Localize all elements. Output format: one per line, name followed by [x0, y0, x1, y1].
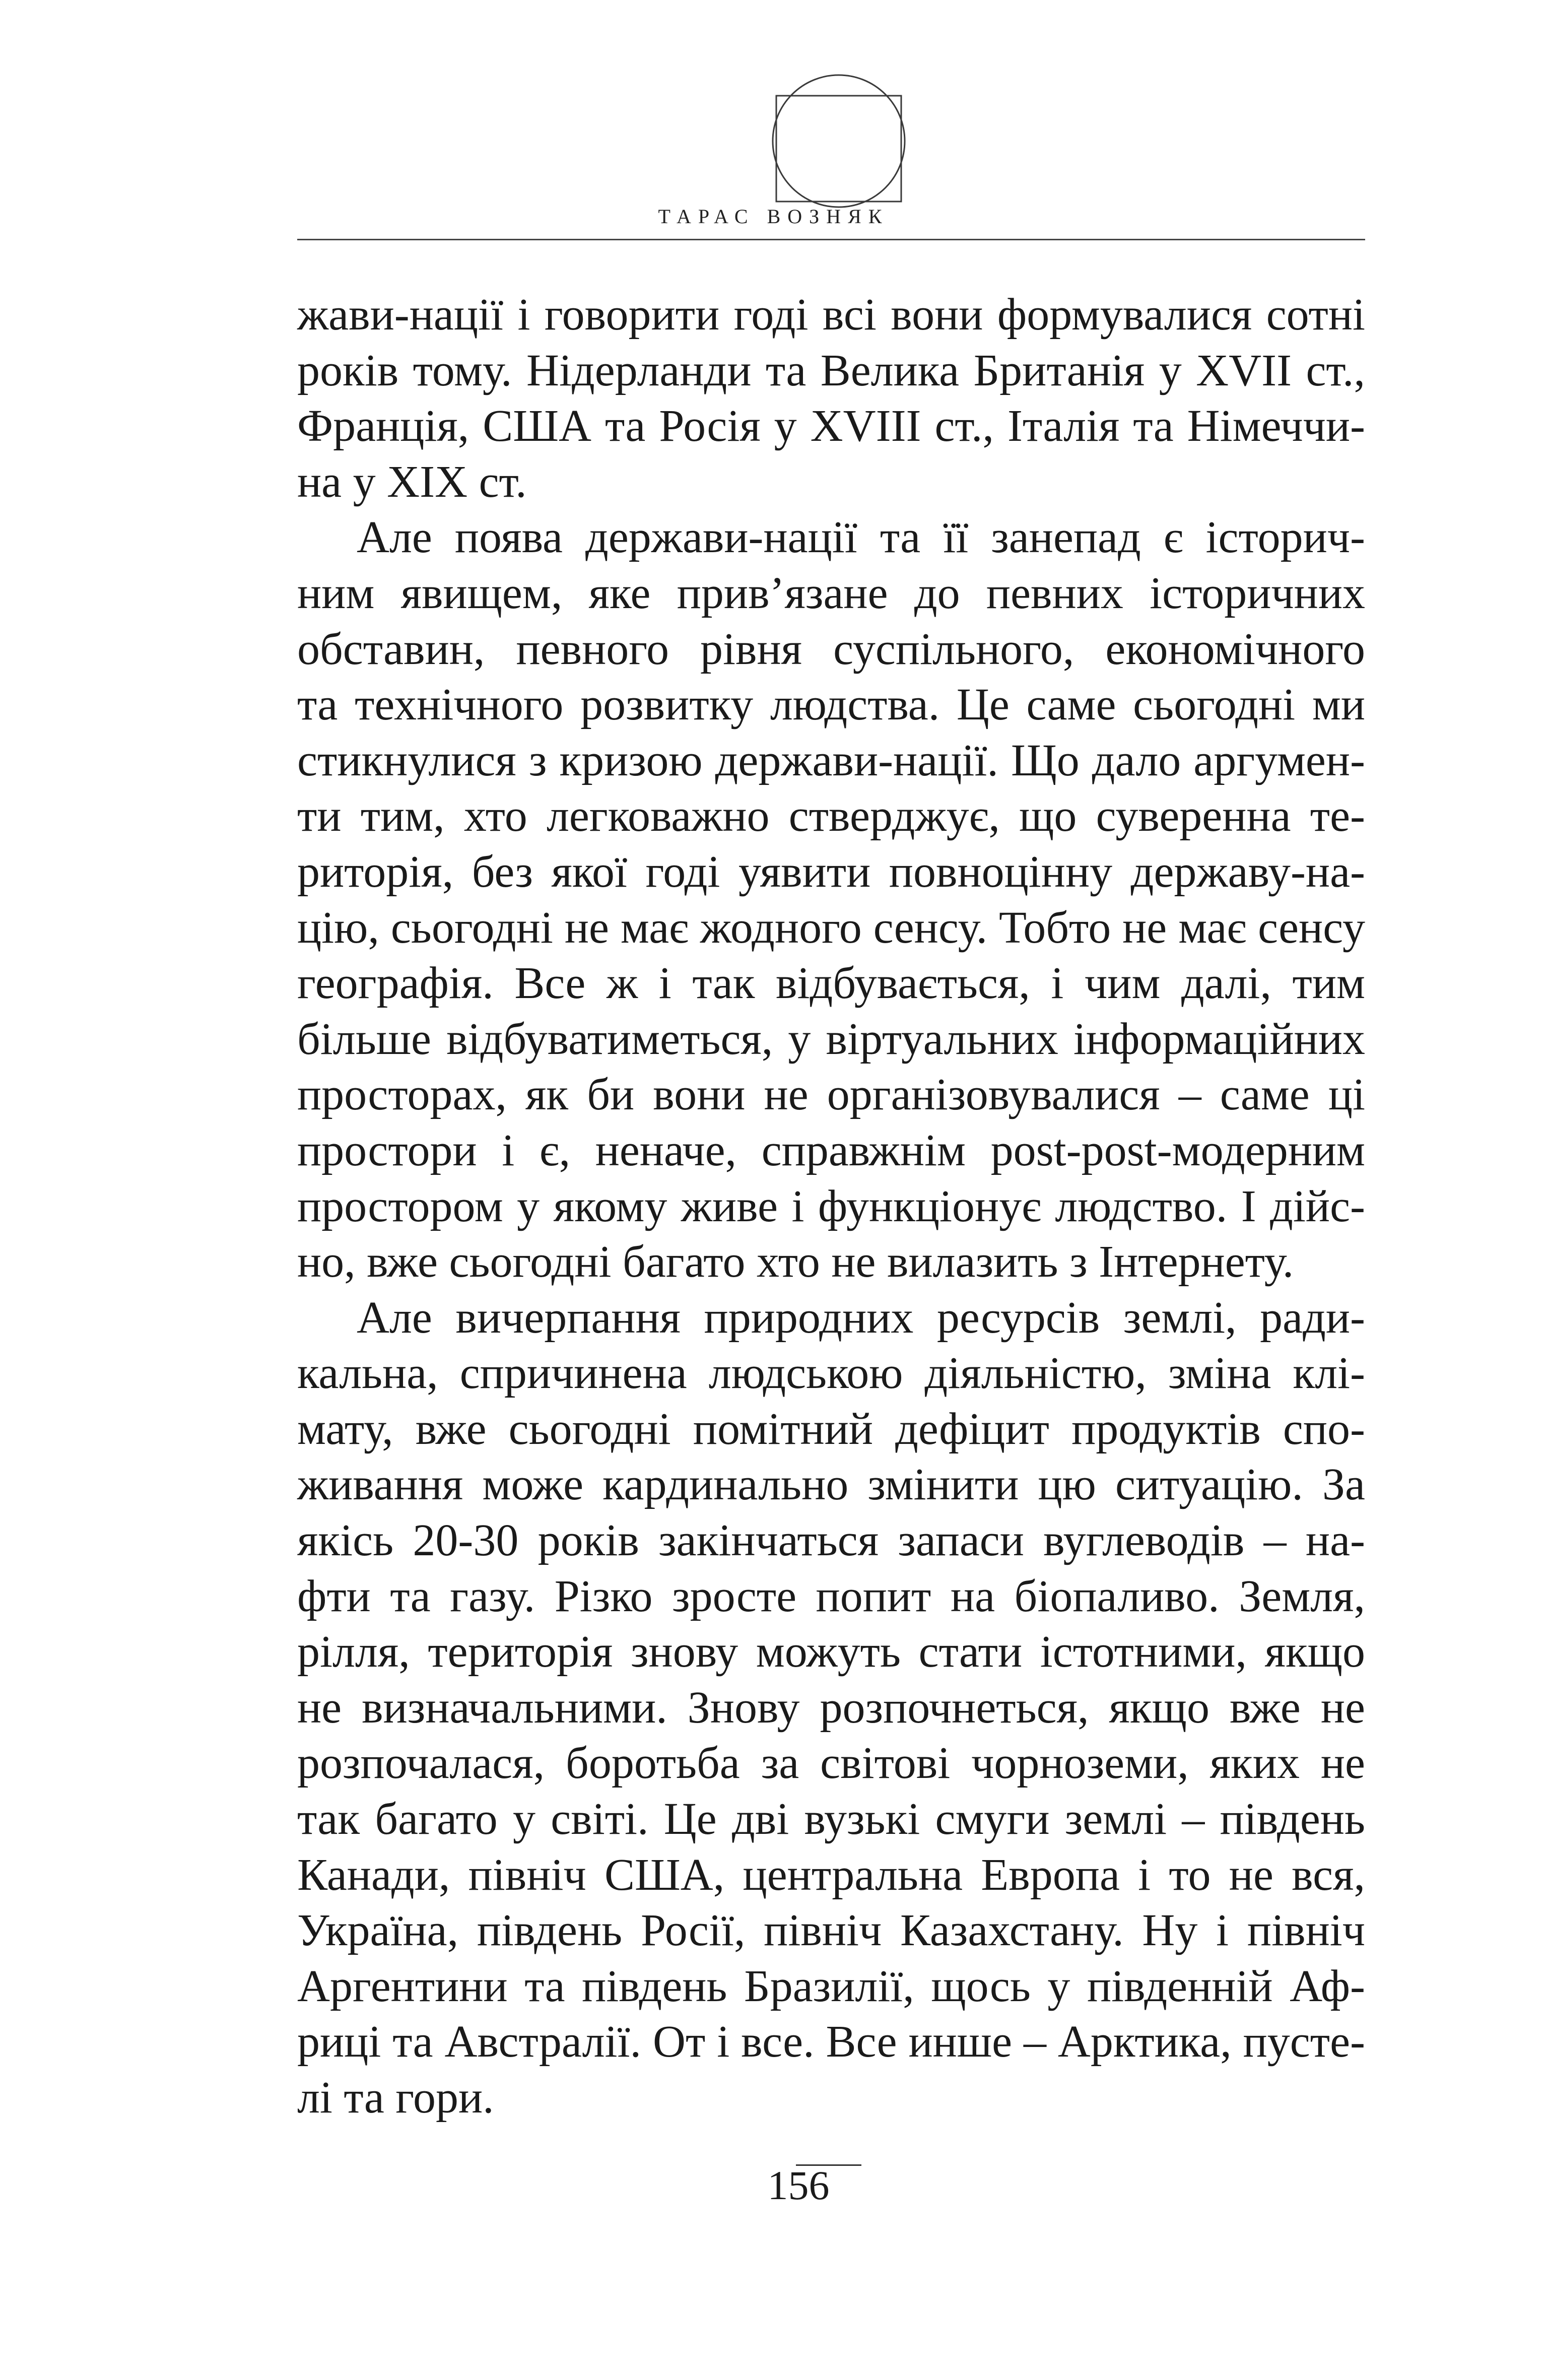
text-line: більше відбуватиметься, у віртуальних інформаційних — [297, 1014, 1365, 1064]
text-line: Канади, північ США, центральна Европа і то не вся, — [297, 1849, 1365, 1900]
text-line: живання може кардинально змінити цю ситуацію. За — [297, 1460, 1365, 1510]
text-line: простори і є, неначе, справжнім post-post-модерним — [297, 1125, 1365, 1175]
text-line: простором у якому живе і функціонує людство. І дійс- — [297, 1181, 1365, 1231]
running-header-author: ТАРАС ВОЗНЯК — [658, 205, 889, 228]
text-line: Франція, США та Росія у XVIII ст., Італія та Німеччи- — [297, 401, 1365, 451]
text-line: географія. Все ж і так відбувається, і чим далі, тим — [297, 958, 1365, 1009]
text-line: цію, сьогодні не має жодного сенсу. Тобто не має сенсу — [297, 902, 1365, 953]
text-line: обставин, певного рівня суспільного, економічного — [297, 624, 1365, 674]
text-line: Аргентини та південь Бразилії, щось у південній Аф- — [297, 1961, 1365, 2011]
text-line: якісь 20-30 років закінчаться запаси вуглеводів – на- — [297, 1515, 1365, 1566]
text-line: та технічного розвитку людства. Це саме сьогодні ми — [297, 680, 1365, 730]
body-text — [297, 287, 1365, 2126]
text-line: ним явищем, яке прив’язане до певних історичних — [297, 568, 1365, 618]
text-line: Але вичерпання природних ресурсів землі, ради- — [357, 1292, 1365, 1343]
text-line: жави-нації і говорити годі всі вони формувалися сотні — [297, 290, 1365, 340]
text-line: років тому. Нідерланди та Велика Британія у XVII ст., — [297, 345, 1365, 395]
circle-square-emblem-icon — [768, 71, 909, 212]
text-line: Але поява держави-нації та її занепад є історич- — [357, 512, 1365, 563]
text-line: риці та Австралії. От і все. Все инше – Арктика, пусте- — [297, 2017, 1365, 2067]
text-line: розпочалася, боротьба за світові чорноземи, яких не — [297, 1738, 1365, 1789]
header-divider — [297, 239, 1365, 240]
text-line: просторах, як би вони не організовувалися – саме ці — [297, 1070, 1365, 1120]
text-line: кальна, спричинена людською діяльністю, зміна клі- — [297, 1348, 1365, 1399]
text-line: фти та газу. Різко зросте попит на біопаливо. Земля, — [297, 1571, 1365, 1621]
text-line: риторія, без якої годі уявити повноцінну державу-на- — [297, 846, 1365, 897]
page-number: 156 — [767, 2162, 830, 2208]
text-line: на у XIX ст. — [297, 456, 527, 507]
text-line: не визначальними. Знову розпочнеться, якщо вже не — [297, 1682, 1365, 1733]
text-line: так багато у світі. Це дві вузькі смуги землі – південь — [297, 1794, 1365, 1844]
text-line: Україна, південь Росії, північ Казахстану. Ну і північ — [297, 1905, 1365, 1956]
text-line: стикнулися з кризою держави-нації. Що дало аргумен- — [297, 735, 1365, 785]
text-line: рілля, територія знову можуть стати істотними, якщо — [297, 1627, 1365, 1677]
text-line: мату, вже сьогодні помітний дефіцит продуктів спо- — [297, 1404, 1365, 1454]
text-line: лі та гори. — [297, 2073, 494, 2123]
text-line: но, вже сьогодні багато хто не вилазить з Інтернету. — [297, 1237, 1294, 1287]
text-line: ти тим, хто легковажно стверджує, що суверенна те- — [297, 791, 1365, 841]
